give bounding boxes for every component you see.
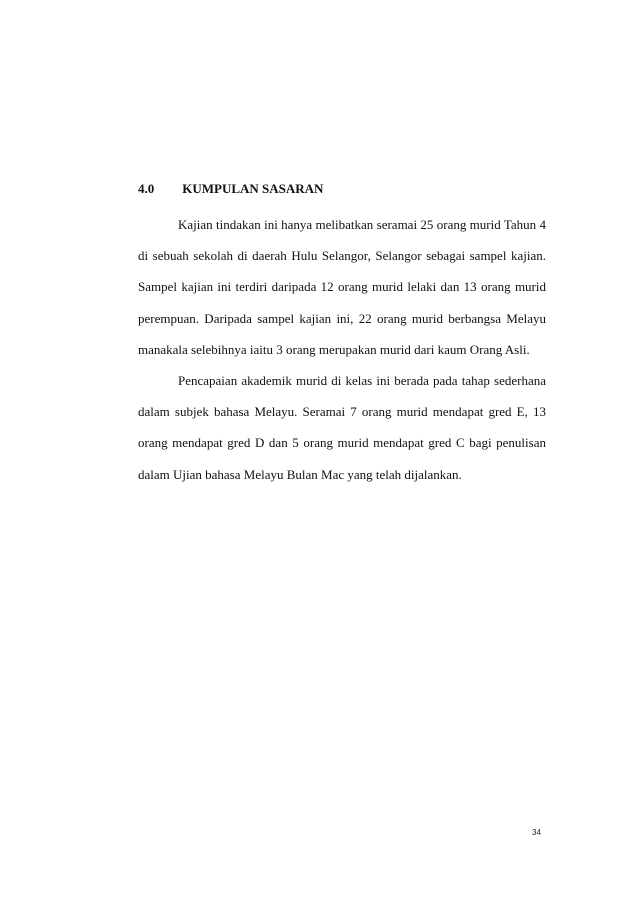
section-heading xyxy=(138,181,323,197)
document-body xyxy=(138,209,546,490)
section-title: KUMPULAN SASARAN xyxy=(182,181,324,196)
page-number: 34 xyxy=(532,828,541,837)
paragraph-academic-achievement: Pencapaian akademik murid di kelas ini berada pada tahap sederhana dalam subjek bahasa Melayu. Seramai 7 orang murid mendapat gred E, 13 orang mendapat gred D dan 5 orang murid mendapat gred C bagi penulisan dalam Ujian bahasa Melayu Bulan Mac yang telah dijalankan. xyxy=(138,373,546,482)
section-number: 4.0 xyxy=(138,181,155,196)
paragraph-sample-description: Kajian tindakan ini hanya melibatkan seramai 25 orang murid Tahun 4 di sebuah sekolah di daerah Hulu Selangor, Selangor sebagai sampel kajian. Sampel kajian ini terdiri daripada 12 orang murid lelaki dan 13 orang murid perempuan. Daripada sampel kajian ini, 22 orang murid berbangsa Melayu manakala selebihnya iaitu 3 orang merupakan murid dari kaum Orang Asli. xyxy=(138,217,546,357)
